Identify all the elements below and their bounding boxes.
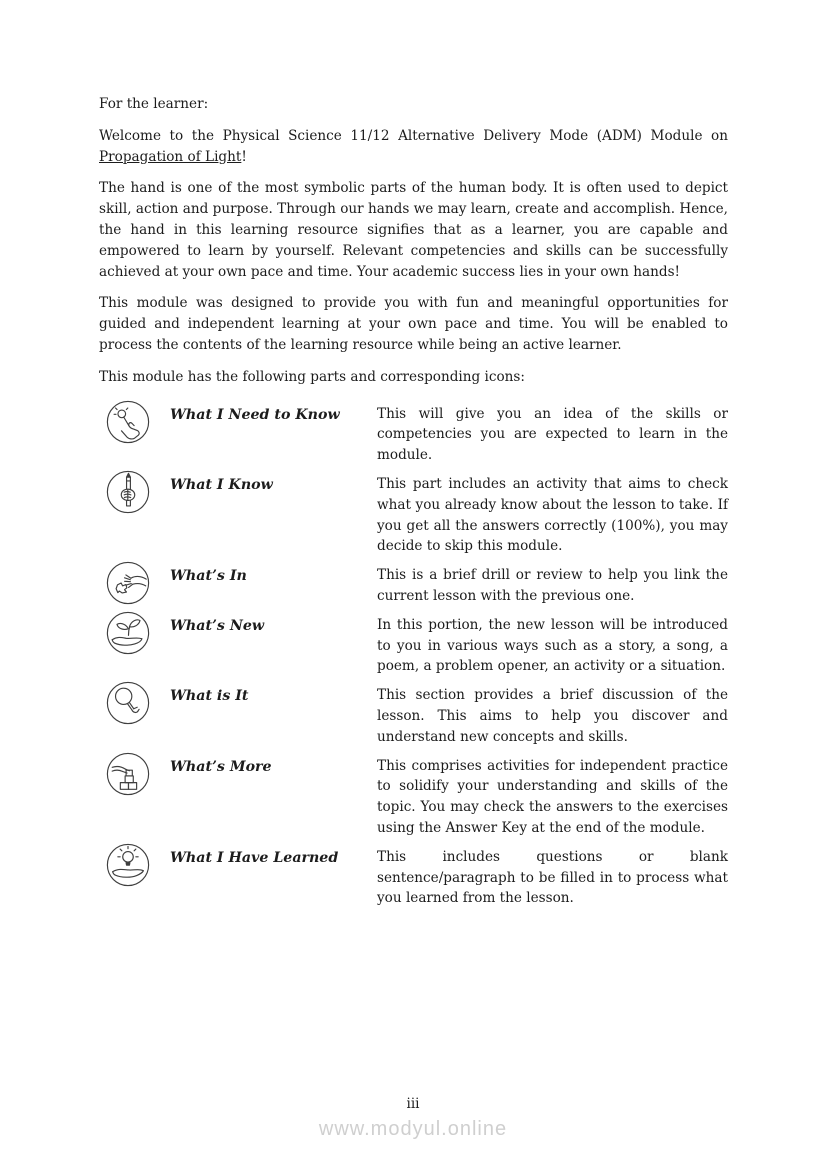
module-part-icon-cell	[99, 474, 170, 515]
module-part-icon-cell	[99, 685, 170, 726]
module-part-description: This includes questions or blank sentence/paragraph to be filled in to process what you learned from the lesson.	[377, 848, 728, 907]
module-part-row	[99, 615, 728, 677]
magnifier-hand-icon	[105, 680, 170, 726]
click-hand-icon	[105, 399, 170, 445]
module-part-row	[99, 685, 728, 747]
module-part-description: This comprises activities for independent practice to solidify your understanding and skills of the topic. You may check the answers to the exercises using the Answer Key at the end of the module.	[377, 757, 728, 836]
module-parts-table	[99, 404, 728, 910]
module-title-underlined: Propagation of Light	[99, 148, 242, 165]
module-part-row	[99, 756, 728, 839]
salutation: For the learner:	[99, 96, 209, 112]
module-part-row	[99, 404, 728, 466]
hand-symbolism-paragraph: The hand is one of the most symbolic parts of the human body. It is often used to depict skill, action and purpose. Through our hands we may learn, create and accomplish. Hence, the hand in this learning resource signifies that as a learner, you are capable and empowered to learn by yourself. Relevant competencies and skills can be successfully achieved at your own pace and time. Your academic success lies in your own hands!	[99, 180, 728, 280]
module-part-label: What I Have Learned	[170, 849, 339, 866]
module-part-description: In this portion, the new lesson will be introduced to you in various ways such as a story, a song, a poem, a problem opener, an activity or a situation.	[377, 616, 728, 675]
parts-intro-line: This module has the following parts and corresponding icons:	[99, 368, 525, 385]
module-part-icon-cell	[99, 404, 170, 445]
module-part-icon-cell	[99, 756, 170, 797]
module-part-label: What is It	[170, 688, 249, 705]
module-part-description: This section provides a brief discussion of the lesson. This aims to help you discover and understand new concepts and skills.	[377, 687, 728, 745]
module-part-label: What’s More	[170, 758, 272, 775]
module-design-paragraph: This module was designed to provide you with fun and meaningful opportunities for guided and independent learning at your own pace and time. You will be enabled to process the contents of the learning resource while being an active learner.	[99, 295, 728, 353]
linking-hands-icon	[105, 560, 170, 606]
watermark: www.modyul.online	[318, 1118, 508, 1140]
module-part-row	[99, 474, 728, 557]
module-part-row	[99, 847, 728, 909]
module-part-row	[99, 565, 728, 607]
pencil-hand-icon	[105, 469, 170, 515]
welcome-suffix: !	[241, 148, 247, 165]
page-number: iii	[406, 1096, 420, 1112]
module-part-description: This part includes an activity that aims to check what you already know about the lesson to take. If you get all the answers correctly (100%), you may decide to skip this module.	[377, 475, 728, 555]
bulb-hand-icon	[105, 842, 170, 888]
module-part-icon-cell	[99, 615, 170, 656]
module-part-description: This will give you an idea of the skills or competencies you are expected to learn in the module.	[377, 405, 728, 464]
module-part-label: What’s New	[170, 617, 265, 634]
module-part-label: What’s In	[170, 568, 247, 585]
module-part-icon-cell	[99, 565, 170, 606]
sprout-hand-icon	[105, 610, 170, 656]
welcome-prefix: Welcome to the Physical Science 11/12 Alternative Delivery Mode (ADM) Module on	[99, 127, 728, 144]
module-part-description: This is a brief drill or review to help you link the current lesson with the previous one.	[377, 567, 728, 604]
module-part-label: What I Know	[170, 476, 273, 493]
page-content	[99, 94, 728, 917]
blocks-hand-icon	[105, 751, 170, 797]
module-part-icon-cell	[99, 847, 170, 888]
welcome-paragraph	[99, 126, 728, 168]
module-part-label: What I Need to Know	[170, 406, 340, 423]
